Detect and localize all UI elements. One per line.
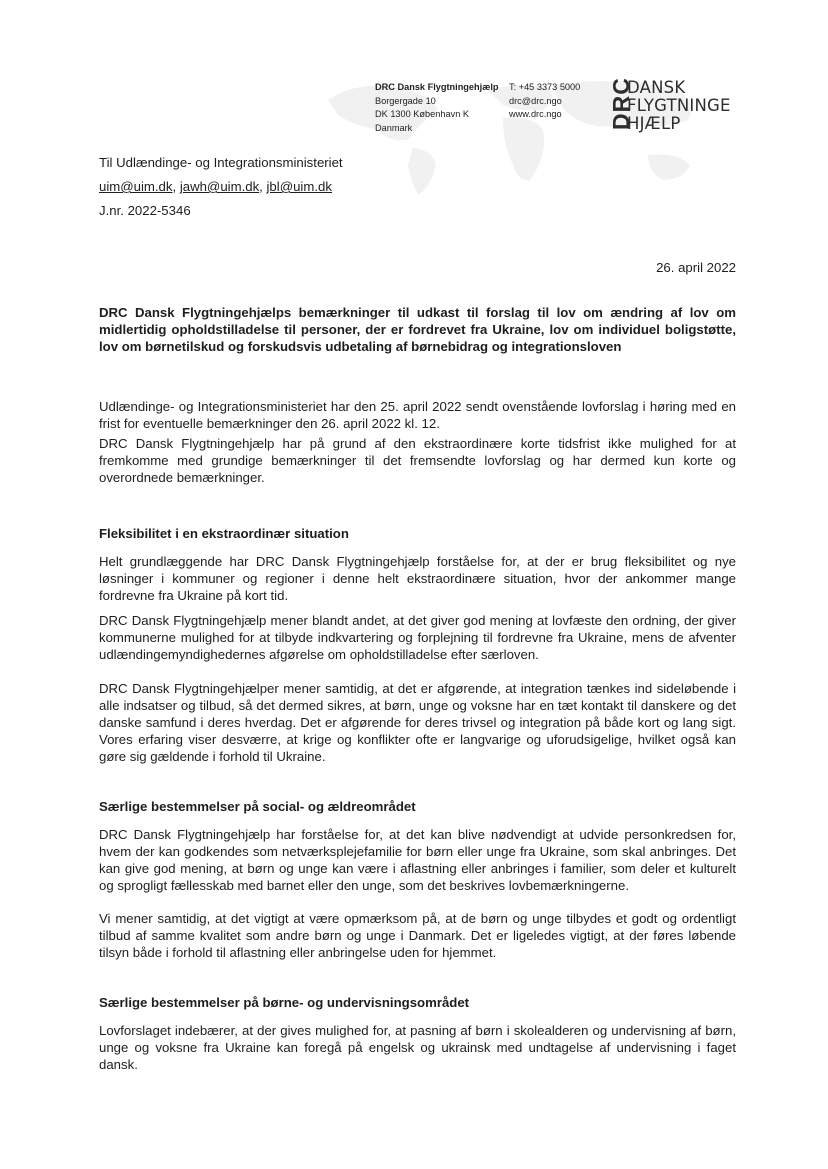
letterhead-org-name: DRC Dansk Flygtningehjælp [375, 82, 499, 92]
section-paragraph [99, 612, 736, 663]
intro-paragraph [99, 435, 736, 486]
section-heading: Særlige bestemmelser på børne- og undervisningsområdet [99, 995, 470, 1010]
paragraph: DRC Dansk Flygtningehjælper mener samtidig, at det er afgørende, at integration tænkes ind sideløbende i alle indsatser og tilbud, så det dermed sikres, at børn, unge og voksne har en tæt kontakt til danskere og det danske samfund i deres hverdag. Det er afgørende for deres trivsel og integration på både kort og lang sigt. Vores erfaring viser desværre, at krige og konflikter ofte er langvarige og uforudsigelige, hvilket også kan gøre sig gældende i forhold til Ukraine. [99, 681, 736, 764]
section-paragraph [99, 680, 736, 765]
section-paragraph [99, 553, 736, 604]
logo-word: FLYGTNINGE [627, 96, 731, 115]
logo-word: DANSK [627, 78, 686, 97]
letterhead-address [375, 81, 499, 135]
paragraph: Vi mener samtidig, at det vigtigt at være opmærksom på, at de børn og unge tilbydes et godt og ordentligt tilbud af samme kvalitet som andre børn og unge i Danmark. Det er ligeledes vigtigt, at der føres løbende tilsyn både i forhold til aflastning eller anbringelse uden for hjemmet. [99, 911, 736, 960]
journal-number: J.nr. 2022-5346 [99, 203, 191, 218]
letterhead-email[interactable]: drc@drc.ngo [509, 95, 562, 106]
section-paragraph [99, 1022, 736, 1073]
logo-word: HJÆLP [627, 114, 681, 133]
paragraph: DRC Dansk Flygtningehjælp har på grund af den ekstraordinære korte tidsfrist ikke mulighed for at fremkomme med grundige bemærkninger til det fremsendte lovforslag og har dermed kun korte og overordnede bemærkninger. [99, 436, 736, 485]
recipient-block [99, 151, 343, 223]
drc-logo [608, 77, 750, 140]
letterhead-phone: T: +45 3373 5000 [509, 82, 581, 92]
section-paragraph [99, 826, 736, 894]
intro-paragraph [99, 398, 736, 432]
paragraph: Udlændinge- og Integrationsministeriet har den 25. april 2022 sendt ovenstående lovforslag i høring med en frist for eventuelle bemærkninger den 26. april 2022 kl. 12. [99, 399, 736, 431]
paragraph: Helt grundlæggende har DRC Dansk Flygtningehjælp forståelse for, at der er brug fleksibilitet og nye løsninger i kommuner og regioner i denne helt ekstraordinære situation, hvor der ankommer mange fordrevne fra Ukraine på kort tid. [99, 554, 736, 603]
letterhead-street: Borgergade 10 [375, 95, 436, 106]
section-paragraph [99, 910, 736, 961]
recipient-email-link[interactable]: jawh@uim.dk [179, 179, 260, 194]
recipient-email-link[interactable]: uim@uim.dk [99, 179, 173, 194]
paragraph: DRC Dansk Flygtningehjælp har forståelse for, at det kan blive nødvendigt at udvide personkredsen for, hvem der kan godkendes som netværksplejefamilie for børn eller unge fra Ukraine, som skal anbringes. Det kan give god mening, at børn og unge kan være i aflastning eller anbringes i familier, som deler et kulturelt og sprogligt fællesskab med barnet eller den unge, som det beskrives lovbemærkningerne. [99, 827, 736, 893]
letter-date: 26. april 2022 [656, 260, 736, 275]
recipient-email-link[interactable]: jbl@uim.dk [266, 179, 332, 194]
letter-title: DRC Dansk Flygtningehjælps bemærkninger til udkast til forslag til lov om ændring af lov om midlertidig opholdstilladelse til personer, der er fordrevet fra Ukraine, lov om individuel boligstøtte, lov om børnetilskud og forskudsvis udbetaling af børnebidrag og integrationsloven [99, 305, 736, 354]
logo-wordmark [627, 79, 731, 133]
paragraph: Lovforslaget indebærer, at der gives mulighed for, at pasning af børn i skolealderen og undervisning af børn, unge og voksne fra Ukraine kan foregå på engelsk og ukrainsk med undtagelse af undervisning i faget dansk. [99, 1023, 736, 1072]
recipient-line: Til Udlændinge- og Integrationsministeriet [99, 155, 343, 170]
letterhead-contact [509, 81, 580, 122]
section-heading: Fleksibilitet i en ekstraordinær situation [99, 526, 349, 541]
section-heading: Særlige bestemmelser på social- og ældreområdet [99, 799, 416, 814]
recipient-emails: uim@uim.dk, jawh@uim.dk, jbl@uim.dk [99, 179, 332, 194]
letterhead-city: DK 1300 København K [375, 109, 469, 119]
letterhead-web[interactable]: www.drc.ngo [509, 109, 562, 119]
logo-drc-mark: DRC [608, 77, 634, 130]
paragraph: DRC Dansk Flygtningehjælp mener blandt andet, at det giver god mening at lovfæste den ordning, der giver kommunerne mulighed for at tilbyde indkvartering og forplejning til fordrevne fra Ukraine, mens de afventer udlændingemyndighedernes afgørelse om opholdstilladelse efter særloven. [99, 613, 736, 662]
letterhead-country: Danmark [375, 122, 413, 133]
